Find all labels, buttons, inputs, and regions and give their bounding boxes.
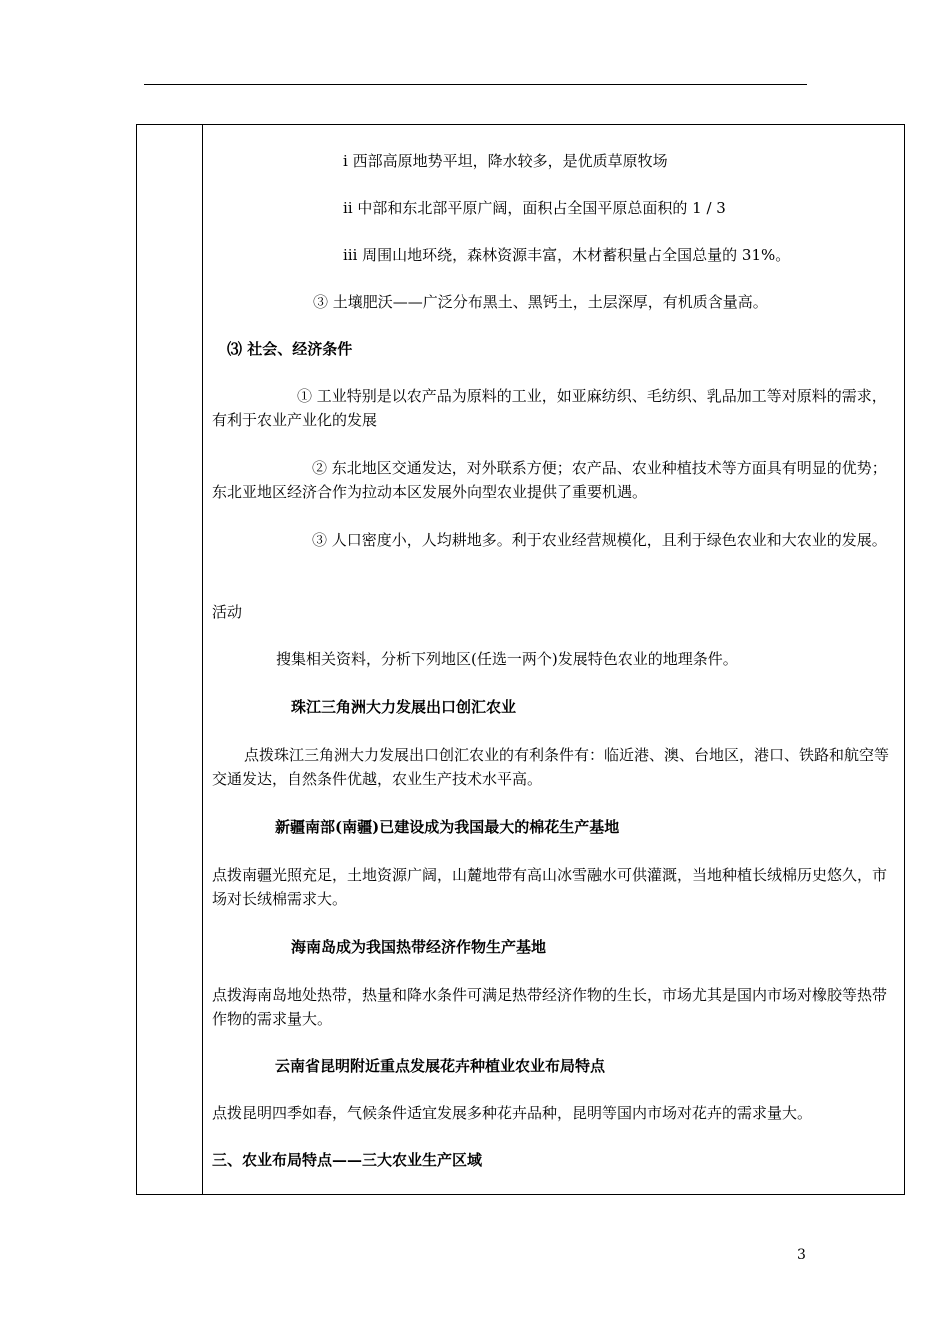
activity-task: 搜集相关资料，分析下列地区(任选一两个)发展特色农业的地理条件。 xyxy=(276,650,738,668)
left-column-cell xyxy=(137,125,203,1194)
topic-answer: 点拨海南岛地处热带，热量和降水条件可满足热带经济作物的生长，市场尤其是国内市场对橡胶等热带作物的需求量大。 xyxy=(212,986,888,1028)
paragraph: ② 东北地区交通发达，对外联系方便；农产品、农业种植技术等方面具有明显的优势；东北亚地区经济合作为拉动本区发展外向型农业提供了重要机遇。 xyxy=(212,459,887,501)
page-number: 3 xyxy=(797,1247,806,1263)
activity-label: 活动 xyxy=(212,603,243,621)
topic-answer: 点拨昆明四季如春，气候条件适宜发展多种花卉品种，昆明等国内市场对花卉的需求量大。 xyxy=(212,1104,813,1122)
text-line: ⅰ 西部高原地势平坦，降水较多，是优质草原牧场 xyxy=(343,152,668,170)
text-line: ⅲ 周围山地环绕，森林资源丰富，木材蓄积量占全国总量的 31%。 xyxy=(343,246,791,264)
text-line: ③ 土壤肥沃——广泛分布黑土、黑钙土，土层深厚，有机质含量高。 xyxy=(313,293,768,311)
section-heading: ⑶ 社会、经济条件 xyxy=(227,340,353,358)
section-heading: 三、农业布局特点——三大农业生产区域 xyxy=(212,1151,483,1169)
topic-title: 云南省昆明附近重点发展花卉种植业农业布局特点 xyxy=(275,1057,606,1075)
topic-answer: 点拨珠江三角洲大力发展出口创汇农业的有利条件有：临近港、澳、台地区，港口、铁路和航空等交通发达，自然条件优越，农业生产技术水平高。 xyxy=(212,746,890,788)
text-line: ⅱ 中部和东北部平原广阔，面积占全国平原总面积的 1 / 3 xyxy=(343,199,726,217)
topic-title: 新疆南部(南疆)已建设成为我国最大的棉花生产基地 xyxy=(275,818,620,836)
paragraph: ③ 人口密度小，人均耕地多。利于农业经营规模化，且利于绿色农业和大农业的发展。 xyxy=(312,531,887,549)
topic-title: 珠江三角洲大力发展出口创汇农业 xyxy=(291,698,517,716)
content-cell xyxy=(203,125,904,1194)
paragraph: ① 工业特别是以农产品为原料的工业，如亚麻纺织、毛纺织、乳品加工等对原料的需求，有利于农业产业化的发展 xyxy=(212,387,887,429)
topic-title: 海南岛成为我国热带经济作物生产基地 xyxy=(291,938,547,956)
header-rule xyxy=(144,84,807,85)
content-table xyxy=(136,124,905,1195)
topic-answer: 点拨南疆光照充足，土地资源广阔，山麓地带有高山冰雪融水可供灌溉，当地种植长绒棉历史悠久，市场对长绒棉需求大。 xyxy=(212,866,888,908)
